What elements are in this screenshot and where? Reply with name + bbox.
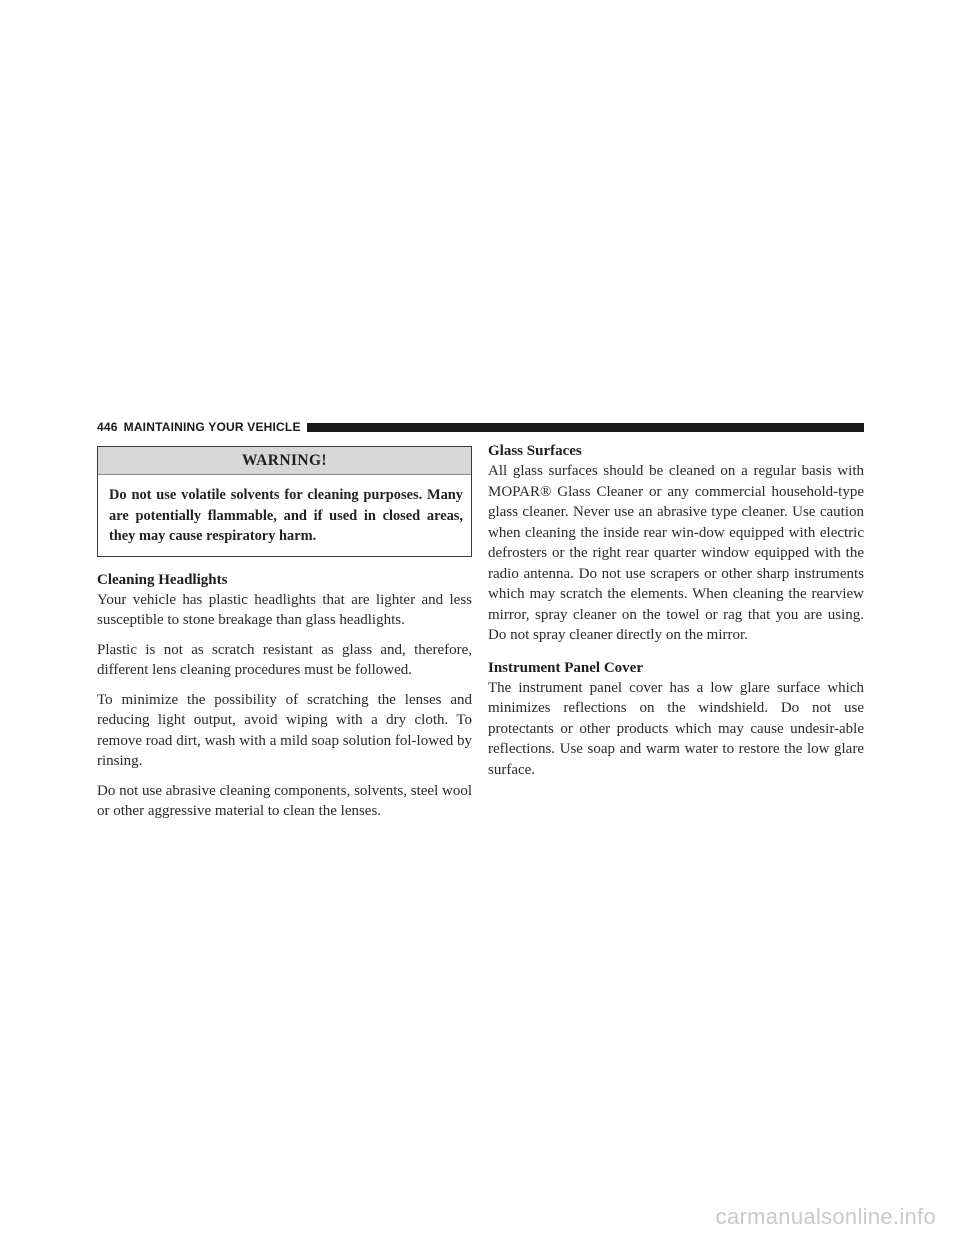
paragraph: Plastic is not as scratch resistant as glass and, therefore, different lens cleaning procedures must be followed. (97, 641, 472, 678)
cleaning-headlights-heading: Cleaning Headlights (97, 571, 228, 588)
left-column (97, 446, 472, 831)
header-rule (307, 423, 864, 432)
paragraph: Your vehicle has plastic headlights that are lighter and less susceptible to stone breakage than glass headlights. (97, 591, 472, 628)
page-number: 446 (97, 420, 118, 434)
right-column (488, 442, 864, 789)
instrument-panel-heading: Instrument Panel Cover (488, 659, 643, 676)
glass-surfaces-heading: Glass Surfaces (488, 443, 582, 459)
instrument-panel-text: The instrument panel cover has a low glare surface which minimizes reflections on the windshield. Do not use protectants or other products which may cause undesir-able reflections. Use soap and warm water to restore the low glare surface. (488, 679, 864, 778)
paragraph: To minimize the possibility of scratching the lenses and reducing light output, avoid wiping with a dry cloth. To remove road dirt, wash with a mild soap solution fol-lowed by rinsing. (97, 691, 472, 769)
warning-box (97, 446, 472, 557)
section-title: MAINTAINING YOUR VEHICLE (123, 420, 301, 434)
paragraph: Do not use abrasive cleaning components, solvents, steel wool or other aggressive material to clean the lenses. (97, 782, 472, 819)
watermark: carmanualsonline.info (715, 1204, 936, 1229)
warning-text: Do not use volatile solvents for cleaning purposes. Many are potentially flammable, and if used in closed areas, they may cause respiratory harm. (109, 487, 463, 544)
warning-title: WARNING! (98, 447, 471, 475)
page-header (97, 418, 864, 436)
glass-surfaces-text: All glass surfaces should be cleaned on a regular basis with MOPAR® Glass Cleaner or any commercial household-type glass cleaner. Never use an abrasive type cleaner. Use caution when cleaning the inside rear win-dow equipped with electric defrosters or the right rear quarter window equipped with the radio antenna. Do not use scrapers or other sharp instruments which may scratch the elements. When cleaning the rearview mirror, spray cleaner on the towel or rag that you are using. Do not spray cleaner directly on the mirror. (488, 463, 864, 643)
